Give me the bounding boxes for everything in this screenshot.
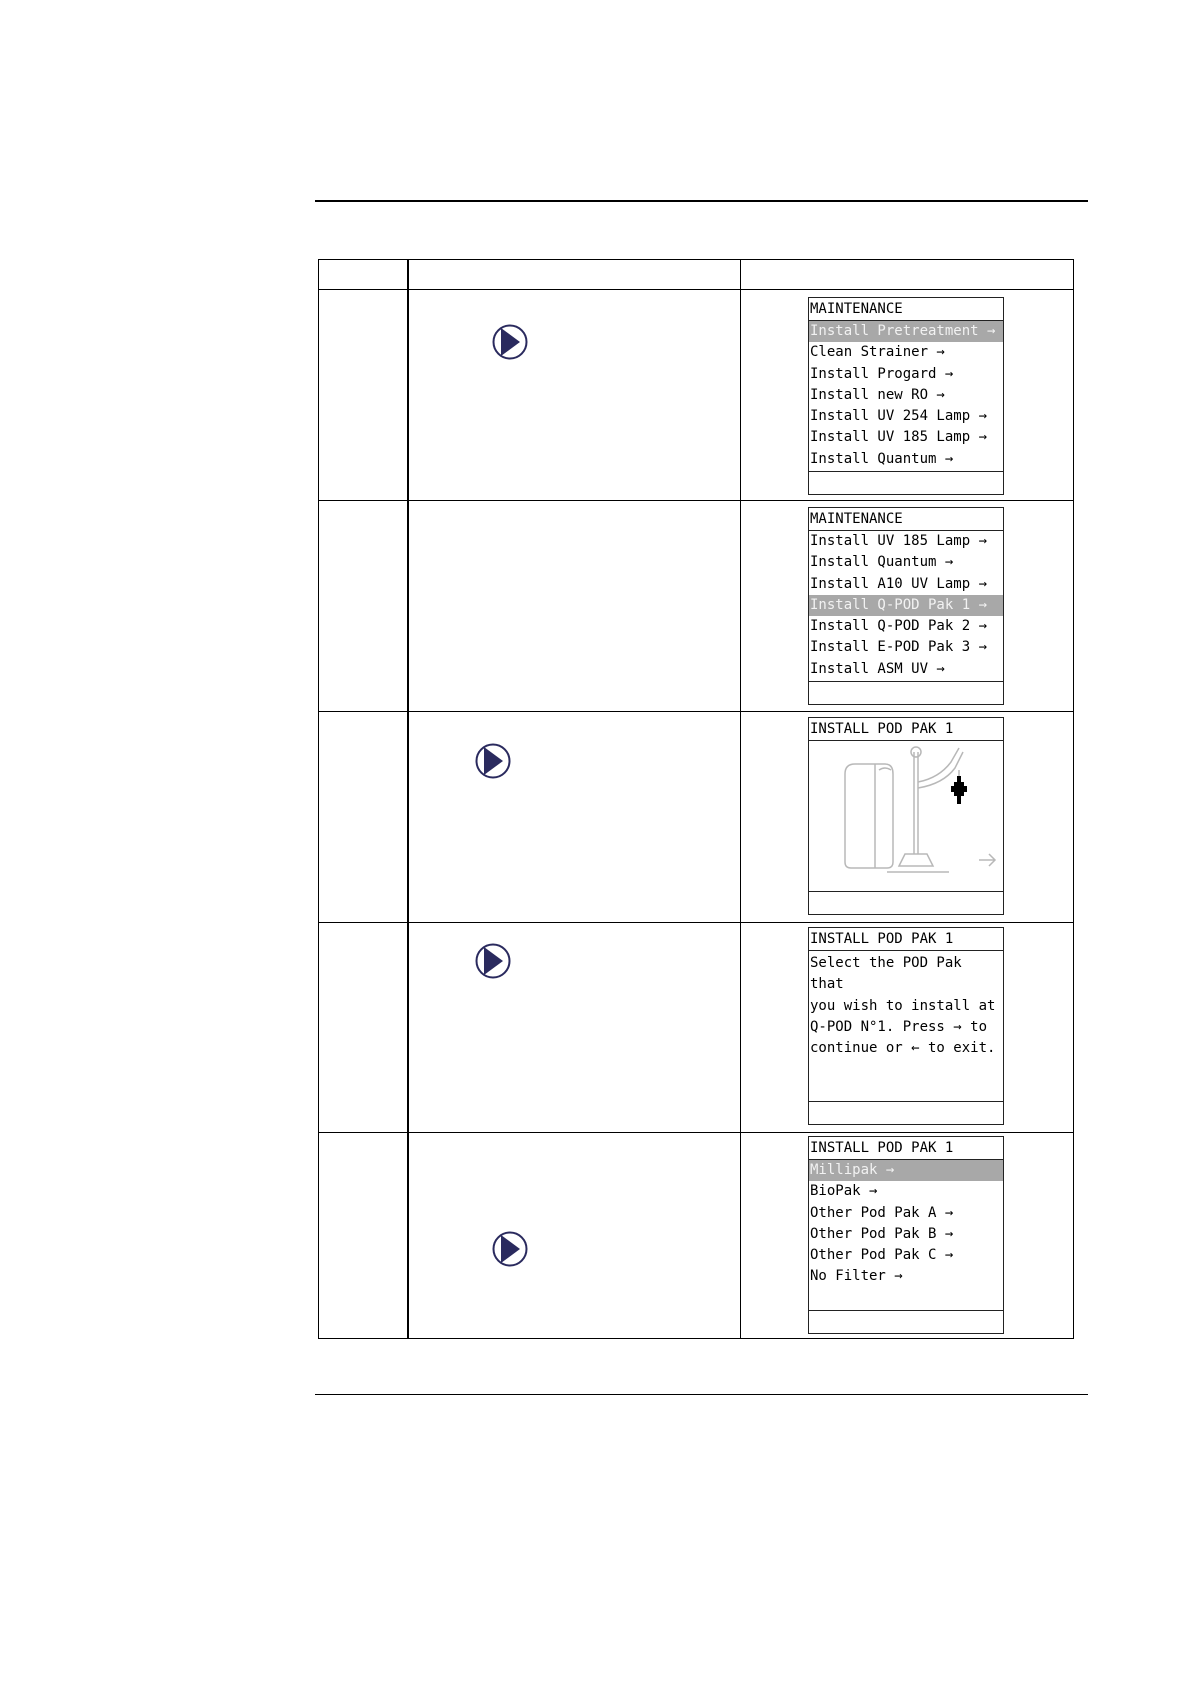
right-arrow-button-icon: [475, 743, 511, 779]
menu-item[interactable]: Install new RO →: [810, 386, 945, 403]
pod-pak-installation-illustration: [809, 742, 1002, 891]
menu-item[interactable]: Millipak →: [809, 1160, 1003, 1181]
procedure-table: [318, 259, 1074, 1339]
menu-list: [809, 321, 1003, 470]
table-row: [319, 1132, 1073, 1342]
screen-footer: [809, 681, 1003, 704]
lcd-screen: [808, 297, 1004, 495]
menu-item[interactable]: Install Q-POD Pak 1 →: [809, 595, 1003, 616]
menu-item[interactable]: Other Pod Pak A →: [810, 1204, 954, 1221]
menu-item[interactable]: Install UV 185 Lamp →: [810, 429, 988, 446]
screen-title: INSTALL POD PAK 1: [809, 718, 1003, 741]
menu-list: [809, 1160, 1003, 1288]
top-rule: [315, 200, 1088, 202]
menu-item[interactable]: Install Progard →: [810, 365, 954, 382]
menu-item[interactable]: Install Quantum →: [810, 554, 954, 571]
lcd-screen: [808, 927, 1004, 1125]
table-row: [319, 712, 1073, 923]
right-arrow-button-icon: [492, 1231, 528, 1267]
lcd-screen: [808, 1136, 1004, 1334]
menu-item[interactable]: No Filter →: [810, 1268, 903, 1285]
right-arrow-button-icon: [492, 324, 528, 360]
screen-title: INSTALL POD PAK 1: [809, 1137, 1003, 1160]
screen-title: INSTALL POD PAK 1: [809, 928, 1003, 951]
menu-item[interactable]: Other Pod Pak C →: [810, 1247, 954, 1264]
menu-item[interactable]: Install ASM UV →: [810, 660, 945, 677]
menu-item[interactable]: BioPak →: [810, 1183, 878, 1200]
right-arrow-button-icon: [475, 943, 511, 979]
table-header-row: [319, 260, 1073, 290]
screen-title: MAINTENANCE: [809, 508, 1003, 531]
table-row: [319, 290, 1073, 501]
lcd-screen: [808, 717, 1004, 915]
menu-item[interactable]: Clean Strainer →: [810, 344, 945, 361]
menu-list: [809, 531, 1003, 680]
screen-footer: [809, 891, 1003, 914]
screen-footer: [809, 1101, 1003, 1124]
menu-item[interactable]: Install Pretreatment →: [809, 321, 1003, 342]
screen-footer: [809, 471, 1003, 494]
menu-item[interactable]: Install Q-POD Pak 2 →: [810, 618, 988, 635]
menu-item[interactable]: Install Quantum →: [810, 450, 954, 467]
table-row: [319, 501, 1073, 712]
screen-title: MAINTENANCE: [809, 298, 1003, 321]
menu-item[interactable]: Install E-POD Pak 3 →: [810, 639, 988, 656]
menu-item[interactable]: Other Pod Pak B →: [810, 1225, 954, 1242]
menu-item[interactable]: Install UV 185 Lamp →: [810, 533, 988, 549]
screen-footer: [809, 1310, 1003, 1333]
table-row: [319, 922, 1073, 1133]
lcd-screen: [808, 507, 1004, 705]
menu-item[interactable]: Install A10 UV Lamp →: [810, 575, 988, 592]
screen-instructions: Select the POD Pak that you wish to install at Q-POD N°1. Press → to continue or ← to exit.: [810, 955, 996, 1057]
bottom-rule: [315, 1394, 1088, 1395]
menu-item[interactable]: Install UV 254 Lamp →: [810, 408, 988, 425]
